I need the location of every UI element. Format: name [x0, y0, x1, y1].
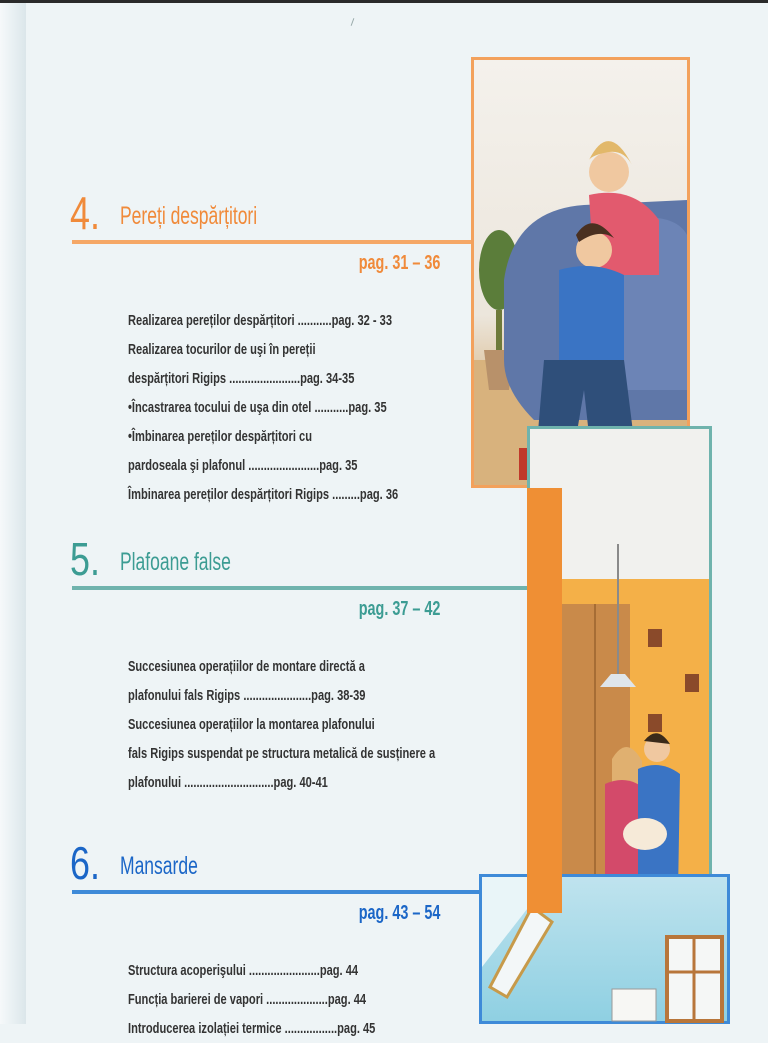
section-title: Plafoane false: [120, 548, 231, 576]
section-title: Pereți despărțitori: [120, 202, 258, 230]
toc-list: [128, 306, 518, 509]
section-number: 4.: [70, 187, 100, 239]
section-rule: [72, 240, 472, 244]
toc-line: plafonului .............................pag. 40-41: [128, 774, 328, 791]
toc-line: Introducerea izolației termice .................pag. 45: [128, 1020, 376, 1037]
section-pages: pag. 31 – 36: [358, 252, 440, 274]
section-5: [70, 533, 470, 806]
photo-attic-illustration: [482, 877, 727, 1021]
section-4: [70, 187, 470, 520]
section-6: [70, 837, 470, 1037]
toc-line: Realizarea pereților despărțitori ...........pag. 32 - 33: [128, 312, 393, 329]
toc-line: Îmbinarea pereților despărțitori Rigips .........pag. 36: [128, 486, 399, 503]
toc-line: Succesiunea operațiilor la montarea plafonului: [128, 716, 375, 733]
photo-couple-on-sofa: [471, 57, 690, 488]
toc-line: •Încastrarea tocului de uşa din otel ...........pag. 35: [128, 399, 387, 416]
orange-accent-strip: [527, 488, 562, 913]
toc-line: Realizarea tocurilor de uşi în pereții: [128, 341, 316, 358]
photo-attic-room: [479, 874, 730, 1024]
section-number: 5.: [70, 533, 100, 585]
toc-line: Funcția barierei de vapori ....................pag. 44: [128, 991, 367, 1008]
toc-list: [128, 652, 518, 797]
toc-line: plafonului fals Rigips ......................pag. 38-39: [128, 687, 366, 704]
toc-line: pardoseala şi plafonul .......................pag. 35: [128, 457, 358, 474]
toc-line: Structura acoperişului .......................pag. 44: [128, 962, 359, 979]
section-rule: [72, 586, 530, 590]
toc-line: fals Rigips suspendat pe structura metalică de susținere a: [128, 745, 436, 762]
section-pages: pag. 37 – 42: [358, 598, 440, 620]
section-rule: [72, 890, 480, 894]
toc-line: Succesiunea operațiilor de montare directă a: [128, 658, 365, 675]
scan-speck: [351, 18, 355, 26]
toc-line: despărțitori Rigips .......................pag. 34-35: [128, 370, 355, 387]
section-number: 6.: [70, 837, 100, 889]
toc-line: •Îmbinarea pereților despărțitori cu: [128, 428, 313, 445]
photo-couple-illustration: [474, 60, 687, 485]
section-title: Mansarde: [120, 852, 198, 880]
page-spine: [0, 0, 26, 1024]
top-edge-line: [0, 0, 768, 3]
section-pages: pag. 43 – 54: [358, 902, 440, 924]
toc-list: [128, 956, 518, 1043]
